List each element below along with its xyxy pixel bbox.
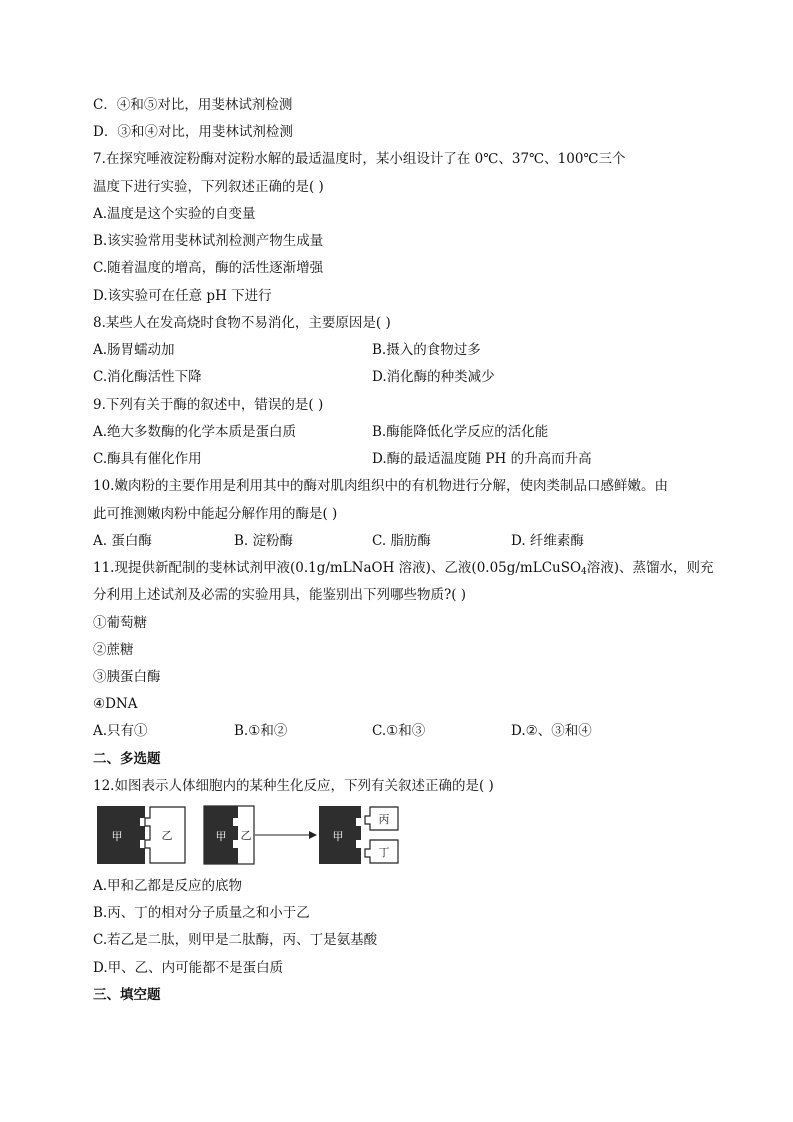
q8-option-c: C.消化酶活性下降	[93, 369, 202, 385]
q7-option-b: B.该实验常用斐林试剂检测产物生成量	[93, 233, 324, 249]
q11-item-1: ①葡萄糖	[93, 615, 147, 631]
enzyme-jia-label-1: 甲	[111, 830, 123, 843]
q9-option-d: D.酶的最适温度随 PH 的升高而升高	[372, 451, 592, 467]
q11-item-2: ②蔗糖	[93, 642, 134, 658]
q9-option-c: C.酶具有催化作用	[93, 451, 202, 467]
q10-option-b: B. 淀粉酶	[234, 533, 294, 549]
q7-option-a: A.温度是这个实验的自变量	[93, 206, 256, 222]
q12-option-d: D.甲、乙、内可能都不是蛋白质	[93, 960, 284, 976]
q8-option-a: A.肠胃蠕动加	[93, 342, 175, 358]
q12-option-a: A.甲和乙都是反应的底物	[93, 878, 243, 894]
q9-stem: 9.下列有关于酶的叙述中，错误的是( )	[93, 397, 324, 413]
q6-option-d: D．③和④对比，用斐林试剂检测	[93, 124, 293, 140]
q11-stem-line1-b: 溶液)、蒸馏水，则充	[586, 560, 714, 576]
q6-option-c: C．④和⑤对比，用斐林试剂检测	[93, 97, 293, 113]
section-heading-fill-in-blank: 三、填空题	[93, 987, 161, 1003]
q8-stem: 8.某些人在发高烧时食物不易消化，主要原因是( )	[93, 315, 391, 331]
enzyme-jia-label-3: 甲	[332, 830, 344, 843]
q8-option-b: B.摄入的食物过多	[372, 342, 481, 358]
q8-option-d: D.消化酶的种类减少	[372, 369, 495, 385]
q10-option-c: C. 脂肪酶	[372, 533, 431, 549]
section-heading-multiple-choice: 二、多选题	[93, 751, 161, 767]
product-ding-label: 丁	[378, 846, 390, 859]
q10-stem-line2: 此可推测嫩肉粉中能起分解作用的酶是( )	[93, 506, 338, 522]
substrate-yi-label: 乙	[161, 829, 173, 842]
q11-stem-line2: 分利用上述试剂及必需的实验用具，能鉴别出下列哪些物质?( )	[93, 587, 467, 603]
complex-yi-label: 乙	[240, 829, 252, 842]
q7-option-d: D.该实验可在任意 pH 下进行	[93, 288, 272, 304]
q10-option-d: D. 纤维素酶	[511, 533, 584, 549]
q12-option-b: B.丙、丁的相对分子质量之和小于乙	[93, 905, 310, 921]
q12-reaction-diagram	[97, 804, 399, 866]
q7-stem-line1: 7.在探究唾液淀粉酶对淀粉水解的最适温度时，某小组设计了在 0℃、37℃、100℃三个	[93, 151, 626, 167]
q11-stem-line1-sub: 4	[581, 567, 587, 577]
q11-option-d: D.②、③和④	[511, 723, 592, 739]
q12-option-c: C.若乙是二肽，则甲是二肽酶，丙、丁是氨基酸	[93, 932, 378, 948]
q11-option-b: B.①和②	[234, 723, 288, 739]
q11-option-a: A.只有①	[93, 723, 148, 739]
q11-stem-line1-a: 11.现提供新配制的斐林试剂甲液(0.1g/mLNaOH 溶液)、乙液(0.05g/mLCuSO	[93, 560, 582, 576]
q11-option-c: C.①和③	[372, 723, 426, 739]
enzyme-jia-label-2: 甲	[215, 830, 227, 843]
q7-option-c: C.随着温度的增高，酶的活性逐渐增强	[93, 260, 324, 276]
q11-stem-line1	[93, 560, 714, 576]
q7-stem-line2: 温度下进行实验，下列叙述正确的是( )	[93, 179, 324, 195]
reaction-arrowhead	[309, 831, 317, 839]
q9-option-b: B.酶能降低化学反应的活化能	[372, 424, 549, 440]
q11-item-4: ④DNA	[93, 696, 138, 712]
q11-item-3: ③胰蛋白酶	[93, 669, 161, 685]
q9-option-a: A.绝大多数酶的化学本质是蛋白质	[93, 424, 297, 440]
q10-option-a: A. 蛋白酶	[93, 533, 152, 549]
q12-stem: 12.如图表示人体细胞内的某种生化反应，下列有关叙述正确的是( )	[93, 778, 494, 794]
q10-stem-line1: 10.嫩肉粉的主要作用是利用其中的酶对肌肉组织中的有机物进行分解，使肉类制品口感鲜嫩。由	[93, 478, 668, 494]
product-bing-label: 丙	[378, 813, 390, 826]
